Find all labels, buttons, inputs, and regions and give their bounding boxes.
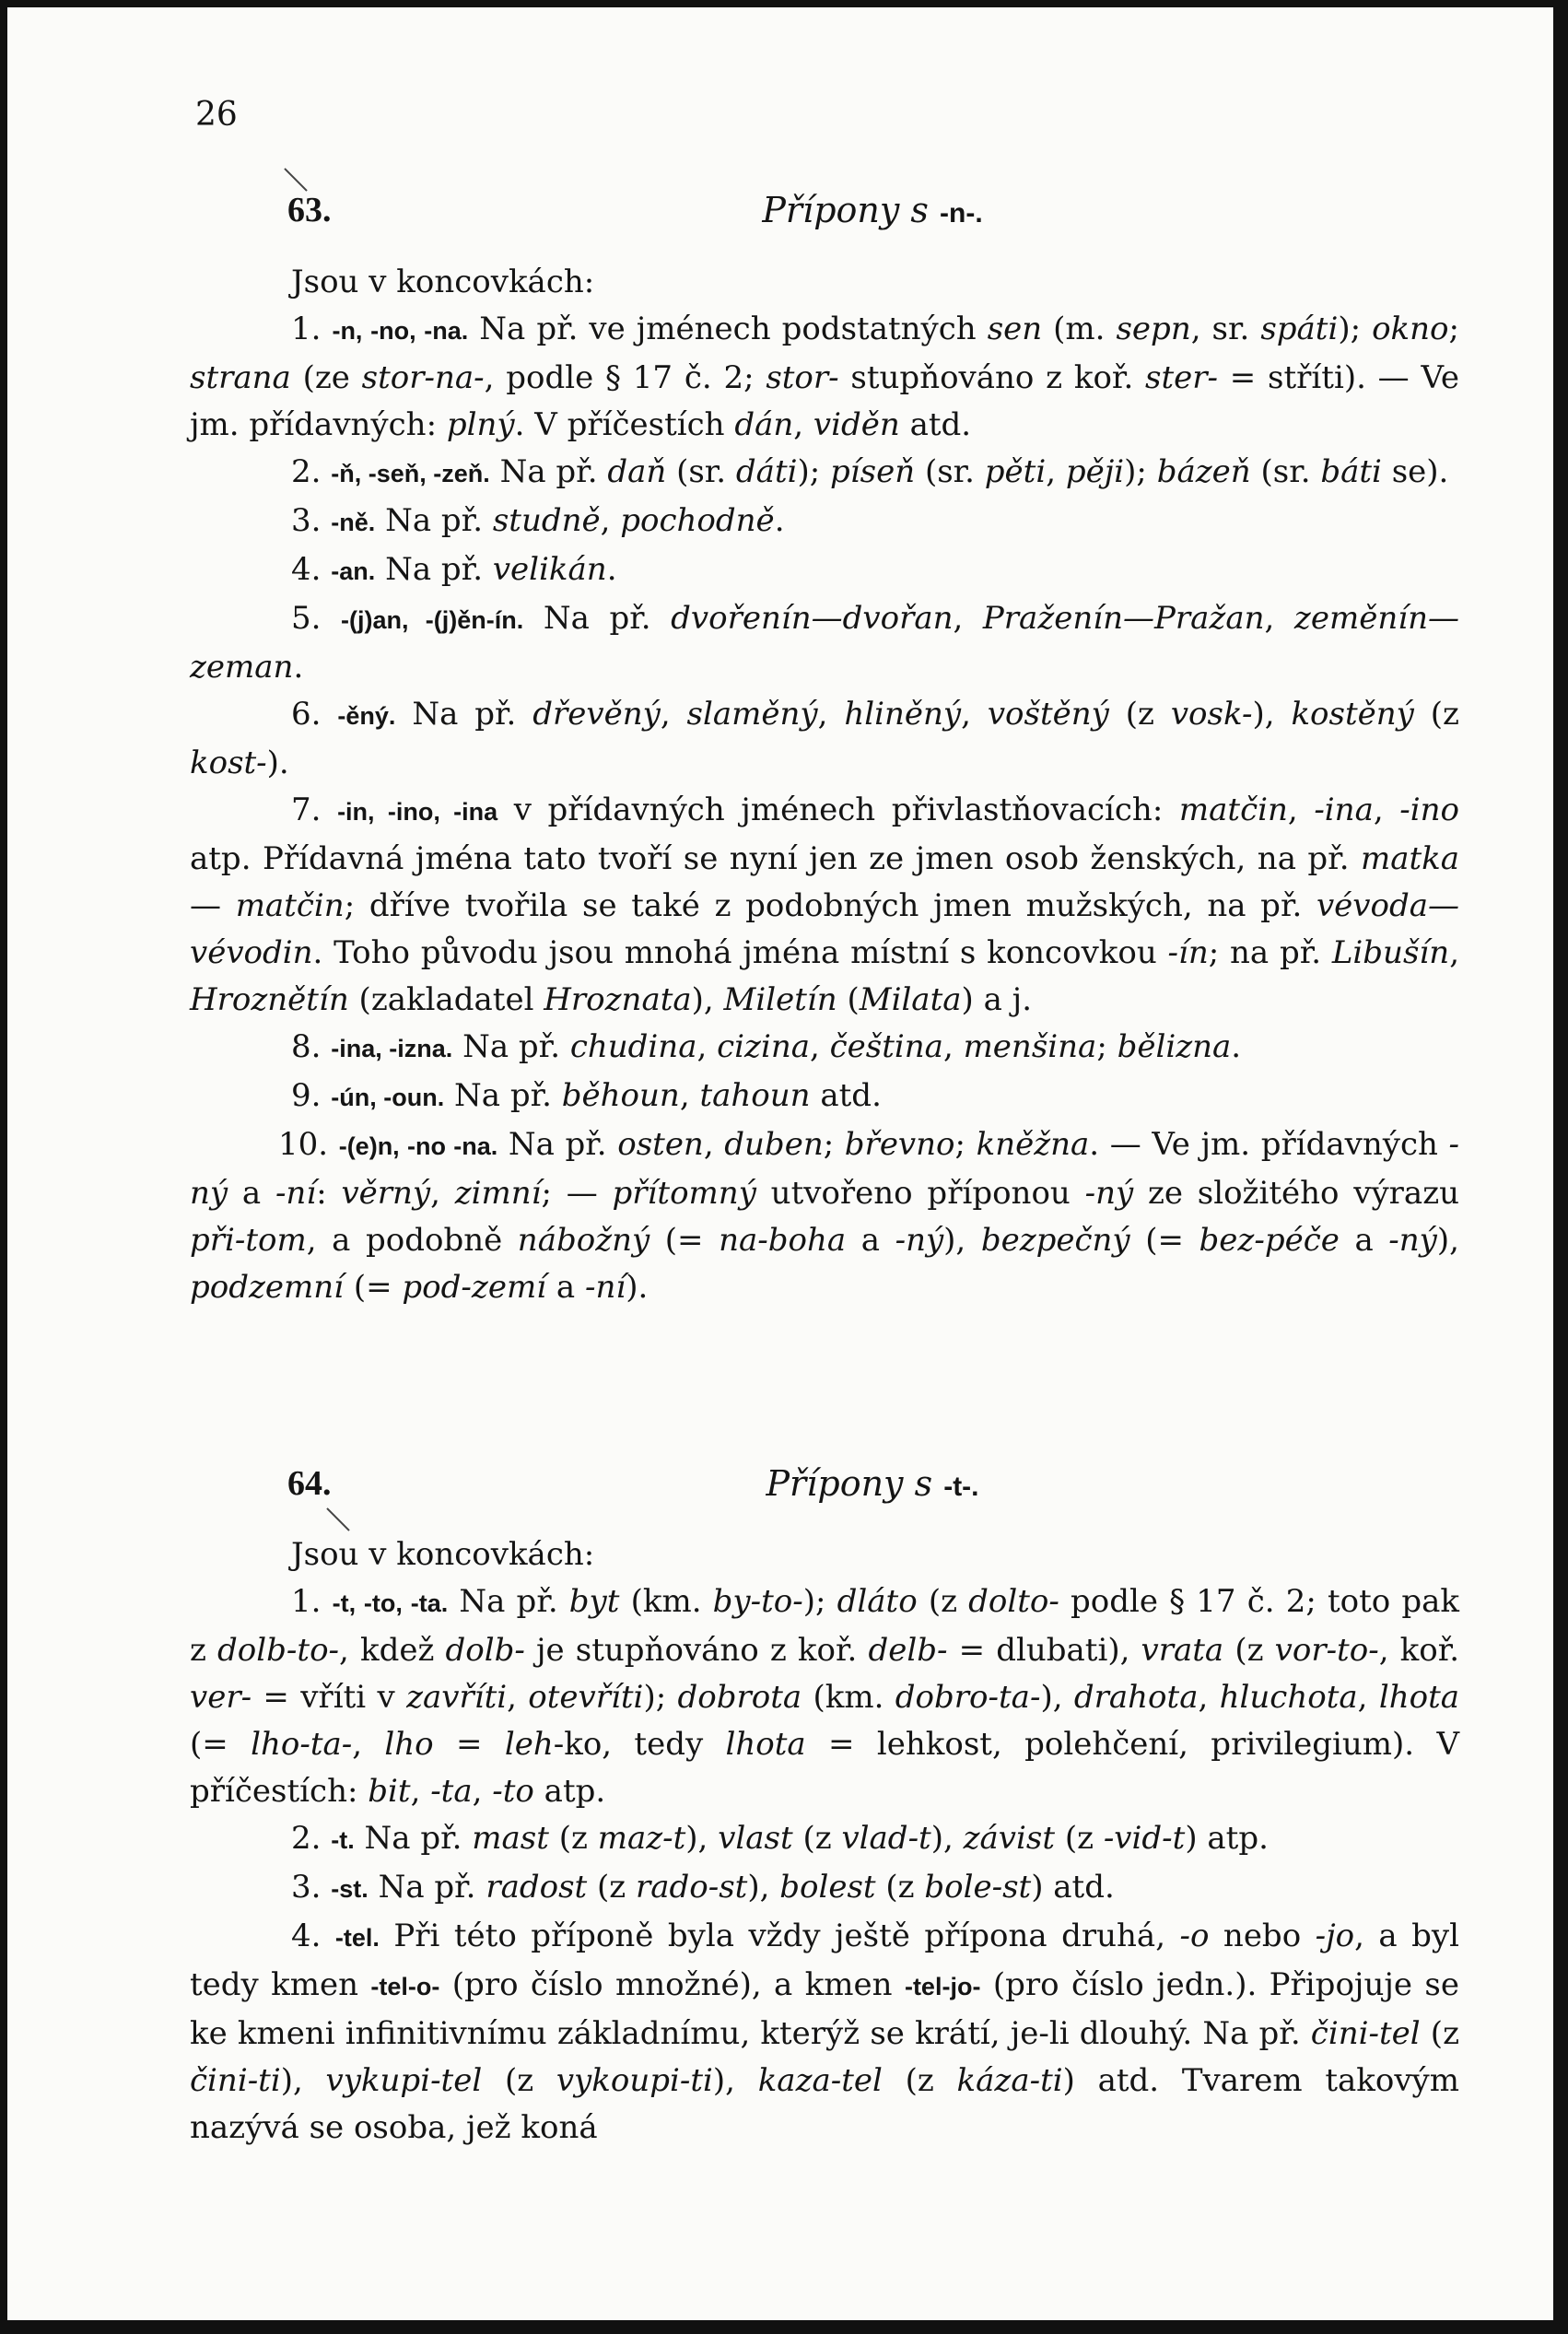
s63-item-7: 7. -in, -ino, -ina v přídavných jménech přivlastňovacích: matčin, -ina, -ino atp. Přídavná jména tato tvoří se nyní jen ze jmen osob ženských, na př. matka — matčin; dříve tvořila se také z podobných jmen mužských, na př. vévoda—vévodin. Toho původu jsou mnohá jména místní s koncovkou -ín; na př. Libušín, Hroznětín (zakladatel Hroznata), Miletín (Milata) a j. bbox=[190, 792, 1459, 1018]
book-page bbox=[7, 7, 1553, 2320]
section-63-body bbox=[190, 259, 1459, 1311]
section-64-intro: Jsou v koncovkách: bbox=[291, 1536, 595, 1573]
section-63-heading bbox=[287, 190, 1457, 245]
s63-item-6: 6. -ěný. Na př. dřevěný, slaměný, hliněný, voštěný (z vosk-), kostěný (z kost-). bbox=[190, 696, 1459, 781]
section-64-number: 64. bbox=[287, 1464, 332, 1503]
s63-item-2: 2. -ň, -seň, -zeň. Na př. daň (sr. dáti); píseň (sr. pěti, pěji); bázeň (sr. báti se). bbox=[291, 453, 1449, 490]
s63-item-5: 5. -(j)an, -(j)ěn-ín. Na př. dvořenín—dvořan, Praženín—Pražan, zeměnín—zeman. bbox=[190, 600, 1459, 686]
s63-item-1: 1. -n, -no, -na. Na př. ve jménech podstatných sen (m. sepn, sr. spáti); okno; strana (ze stor-na-, podle § 17 č. 2; stor- stupňováno z koř. ster- = stříti). — Ve jm. přídavných: plný. V příčestích dán, viděn atd. bbox=[190, 311, 1459, 443]
section-mark-63 bbox=[284, 168, 307, 191]
page-number: 26 bbox=[195, 96, 238, 134]
s64-item-2: 2. -t. Na př. mast (z maz-t), vlast (z vlad-t), závist (z -vid-t) atp. bbox=[291, 1820, 1269, 1857]
s63-item-10: 10. -(e)n, -no -na. Na př. osten, duben; břevno; kněžna. — Ve jm. přídavných -ný a -ní: věrný, zimní; — přítomný utvořeno příponou -ný ze složitého výrazu při-tom, a podobně nábožný (= na-boha a -ný), bezpečný (= bez-péče a -ný), podzemní (= pod-zemí a -ní). bbox=[190, 1126, 1460, 1306]
s63-item-9: 9. -ún, -oun. Na př. běhoun, tahoun atd. bbox=[291, 1077, 882, 1114]
section-64-body bbox=[190, 1531, 1459, 2152]
section-63-title: Přípony s -n-. bbox=[762, 190, 983, 230]
section-63-intro: Jsou v koncovkách: bbox=[291, 264, 595, 300]
s64-item-1: 1. -t, -to, -ta. Na př. byt (km. by-to-); dláto (z dolto- podle § 17 č. 2; toto pak z dolb-to-, kdež dolb- je stupňováno z koř. delb- = dlubati), vrata (z vor-to-, koř. ver- = vříti v zavříti, otevříti); dobrota (km. dobro-ta-), drahota, hluchota, lhota (= lho-ta-, lho = leh-ko, tedy lhota = lehkost, polehčení, privilegium). V příčestích: bit, -ta, -to atp. bbox=[190, 1583, 1460, 1810]
s64-item-3: 3. -st. Na př. radost (z rado-st), bolest (z bole-st) atd. bbox=[291, 1869, 1115, 1906]
s63-item-8: 8. -ina, -izna. Na př. chudina, cizina, čeština, menšina; bělizna. bbox=[291, 1028, 1242, 1065]
section-64-heading bbox=[287, 1463, 1457, 1519]
s63-item-4: 4. -an. Na př. velikán. bbox=[291, 551, 617, 588]
s64-item-4: 4. -tel. Při této příponě byla vždy ještě přípona druhá, -o nebo -jo, a byl tedy kmen -tel-o- (pro číslo množné), a kmen -tel-jo- (pro číslo jedn.). Připojuje se ke kmeni infinitivnímu základnímu, kterýž se krátí, je-li dlouhý. Na př. čini-tel (z čini-ti), vykupi-tel (z vykoupi-ti), kaza-tel (z káza-ti) atd. Tvarem takovým nazývá se osoba, jež koná bbox=[190, 1918, 1459, 2146]
s63-item-3: 3. -ně. Na př. studně, pochodně. bbox=[291, 502, 785, 539]
section-63-number: 63. bbox=[287, 191, 332, 229]
section-64-title: Přípony s -t-. bbox=[766, 1463, 979, 1504]
